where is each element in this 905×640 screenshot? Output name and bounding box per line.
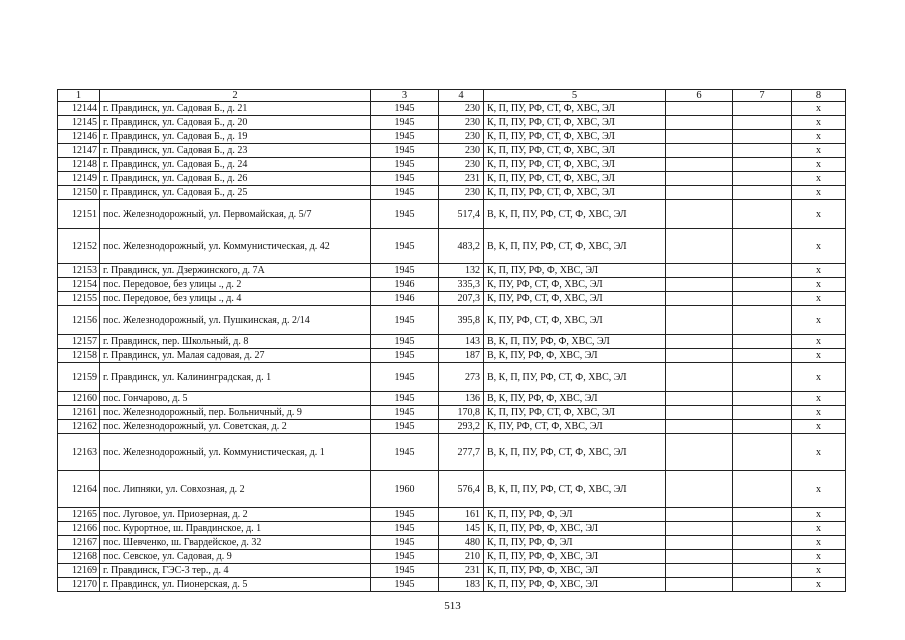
utilities-cell: В, К, ПУ, РФ, Ф, ХВС, ЭЛ — [484, 349, 666, 363]
table-row — [58, 306, 846, 335]
table-row — [58, 550, 846, 564]
column-7-cell — [733, 186, 792, 200]
row-number-cell: 12161 — [58, 406, 100, 420]
address-cell: пос. Железнодорожный, ул. Коммунистическая, д. 42 — [100, 229, 371, 264]
utilities-cell: К, П, ПУ, РФ, СТ, Ф, ХВС, ЭЛ — [484, 172, 666, 186]
year-built-cell: 1945 — [371, 264, 439, 278]
table-row — [58, 102, 846, 116]
column-6-cell — [666, 292, 733, 306]
utilities-cell: К, П, ПУ, РФ, СТ, Ф, ХВС, ЭЛ — [484, 158, 666, 172]
address-cell: пос. Железнодорожный, ул. Коммунистическая, д. 1 — [100, 434, 371, 471]
address-cell: г. Правдинск, ул. Пионерская, д. 5 — [100, 578, 371, 592]
column-7-cell — [733, 264, 792, 278]
table-row — [58, 172, 846, 186]
table-row — [58, 406, 846, 420]
address-cell: пос. Железнодорожный, ул. Советская, д. 2 — [100, 420, 371, 434]
column-6-cell — [666, 229, 733, 264]
column-8-cell: х — [792, 172, 846, 186]
year-built-cell: 1945 — [371, 158, 439, 172]
column-header-8: 8 — [792, 90, 846, 102]
column-7-cell — [733, 471, 792, 508]
table-row — [58, 158, 846, 172]
column-6-cell — [666, 172, 733, 186]
row-number-cell: 12165 — [58, 508, 100, 522]
column-7-cell — [733, 420, 792, 434]
column-6-cell — [666, 130, 733, 144]
column-6-cell — [666, 264, 733, 278]
address-cell: г. Правдинск, ул. Садовая Б., д. 20 — [100, 116, 371, 130]
column-6-cell — [666, 116, 733, 130]
utilities-cell: К, П, ПУ, РФ, Ф, ХВС, ЭЛ — [484, 550, 666, 564]
column-7-cell — [733, 349, 792, 363]
row-number-cell: 12167 — [58, 536, 100, 550]
column-6-cell — [666, 471, 733, 508]
year-built-cell: 1945 — [371, 102, 439, 116]
column-6-cell — [666, 392, 733, 406]
column-8-cell: х — [792, 471, 846, 508]
column-header-4: 4 — [439, 90, 484, 102]
column-7-cell — [733, 536, 792, 550]
address-cell: пос. Севское, ул. Садовая, д. 9 — [100, 550, 371, 564]
column-header-1: 1 — [58, 90, 100, 102]
column-6-cell — [666, 306, 733, 335]
column-7-cell — [733, 335, 792, 349]
table-row — [58, 264, 846, 278]
address-cell: пос. Железнодорожный, ул. Пушкинская, д. 2/14 — [100, 306, 371, 335]
column-8-cell: х — [792, 158, 846, 172]
header-row — [58, 90, 846, 102]
column-8-cell: х — [792, 564, 846, 578]
year-built-cell: 1945 — [371, 144, 439, 158]
area-cell: 335,3 — [439, 278, 484, 292]
column-header-7: 7 — [733, 90, 792, 102]
address-cell: г. Правдинск, ул. Садовая Б., д. 24 — [100, 158, 371, 172]
row-number-cell: 12170 — [58, 578, 100, 592]
utilities-cell: К, ПУ, РФ, СТ, Ф, ХВС, ЭЛ — [484, 278, 666, 292]
row-number-cell: 12168 — [58, 550, 100, 564]
address-cell: г. Правдинск, ул. Калининградская, д. 1 — [100, 363, 371, 392]
row-number-cell: 12155 — [58, 292, 100, 306]
column-6-cell — [666, 564, 733, 578]
row-number-cell: 12162 — [58, 420, 100, 434]
year-built-cell: 1945 — [371, 363, 439, 392]
year-built-cell: 1945 — [371, 420, 439, 434]
year-built-cell: 1945 — [371, 186, 439, 200]
column-6-cell — [666, 406, 733, 420]
column-8-cell: х — [792, 508, 846, 522]
area-cell: 210 — [439, 550, 484, 564]
table-row — [58, 536, 846, 550]
column-6-cell — [666, 550, 733, 564]
utilities-cell: В, К, П, ПУ, РФ, Ф, ХВС, ЭЛ — [484, 335, 666, 349]
table-row — [58, 564, 846, 578]
column-7-cell — [733, 200, 792, 229]
address-cell: г. Правдинск, ул. Садовая Б., д. 23 — [100, 144, 371, 158]
table-row — [58, 522, 846, 536]
year-built-cell: 1945 — [371, 522, 439, 536]
address-cell: г. Правдинск, ул. Садовая Б., д. 19 — [100, 130, 371, 144]
column-8-cell: х — [792, 578, 846, 592]
utilities-cell: К, П, ПУ, РФ, Ф, ХВС, ЭЛ — [484, 522, 666, 536]
area-cell: 230 — [439, 130, 484, 144]
row-number-cell: 12146 — [58, 130, 100, 144]
column-8-cell: х — [792, 335, 846, 349]
utilities-cell: К, П, ПУ, РФ, СТ, Ф, ХВС, ЭЛ — [484, 130, 666, 144]
column-6-cell — [666, 349, 733, 363]
year-built-cell: 1945 — [371, 229, 439, 264]
column-6-cell — [666, 335, 733, 349]
row-number-cell: 12154 — [58, 278, 100, 292]
column-8-cell: х — [792, 406, 846, 420]
utilities-cell: К, П, ПУ, РФ, Ф, ЭЛ — [484, 508, 666, 522]
column-8-cell: х — [792, 292, 846, 306]
housing-register-table — [57, 89, 846, 592]
column-8-cell: х — [792, 349, 846, 363]
year-built-cell: 1945 — [371, 406, 439, 420]
area-cell: 230 — [439, 158, 484, 172]
address-cell: г. Правдинск, ул. Садовая Б., д. 26 — [100, 172, 371, 186]
address-cell: пос. Передовое, без улицы ., д. 2 — [100, 278, 371, 292]
table-row — [58, 392, 846, 406]
row-number-cell: 12164 — [58, 471, 100, 508]
row-number-cell: 12145 — [58, 116, 100, 130]
row-number-cell: 12158 — [58, 349, 100, 363]
utilities-cell: К, П, ПУ, РФ, СТ, Ф, ХВС, ЭЛ — [484, 102, 666, 116]
year-built-cell: 1945 — [371, 335, 439, 349]
column-6-cell — [666, 102, 733, 116]
column-7-cell — [733, 363, 792, 392]
table-row — [58, 200, 846, 229]
table-row — [58, 420, 846, 434]
column-7-cell — [733, 392, 792, 406]
column-8-cell: х — [792, 420, 846, 434]
area-cell: 480 — [439, 536, 484, 550]
column-6-cell — [666, 522, 733, 536]
area-cell: 517,4 — [439, 200, 484, 229]
column-7-cell — [733, 130, 792, 144]
column-8-cell: х — [792, 392, 846, 406]
address-cell: г. Правдинск, ул. Малая садовая, д. 27 — [100, 349, 371, 363]
area-cell: 143 — [439, 335, 484, 349]
address-cell: г. Правдинск, ул. Садовая Б., д. 25 — [100, 186, 371, 200]
column-8-cell: х — [792, 278, 846, 292]
column-6-cell — [666, 144, 733, 158]
table-row — [58, 335, 846, 349]
row-number-cell: 12148 — [58, 158, 100, 172]
column-7-cell — [733, 144, 792, 158]
utilities-cell: К, ПУ, РФ, СТ, Ф, ХВС, ЭЛ — [484, 292, 666, 306]
utilities-cell: В, К, П, ПУ, РФ, СТ, Ф, ХВС, ЭЛ — [484, 229, 666, 264]
row-number-cell: 12144 — [58, 102, 100, 116]
year-built-cell: 1945 — [371, 306, 439, 335]
table-row — [58, 144, 846, 158]
column-8-cell: х — [792, 522, 846, 536]
row-number-cell: 12151 — [58, 200, 100, 229]
address-cell: пос. Курортное, ш. Правдинское, д. 1 — [100, 522, 371, 536]
table-row — [58, 186, 846, 200]
area-cell: 230 — [439, 186, 484, 200]
address-cell: г. Правдинск, пер. Школьный, д. 8 — [100, 335, 371, 349]
column-7-cell — [733, 229, 792, 264]
row-number-cell: 12159 — [58, 363, 100, 392]
year-built-cell: 1946 — [371, 292, 439, 306]
row-number-cell: 12169 — [58, 564, 100, 578]
table-row — [58, 292, 846, 306]
area-cell: 231 — [439, 564, 484, 578]
address-cell: г. Правдинск, ГЭС-3 тер., д. 4 — [100, 564, 371, 578]
utilities-cell: К, П, ПУ, РФ, СТ, Ф, ХВС, ЭЛ — [484, 144, 666, 158]
utilities-cell: В, К, П, ПУ, РФ, СТ, Ф, ХВС, ЭЛ — [484, 434, 666, 471]
column-8-cell: х — [792, 536, 846, 550]
column-6-cell — [666, 434, 733, 471]
column-8-cell: х — [792, 550, 846, 564]
year-built-cell: 1945 — [371, 536, 439, 550]
utilities-cell: К, П, ПУ, РФ, Ф, ХВС, ЭЛ — [484, 564, 666, 578]
area-cell: 170,8 — [439, 406, 484, 420]
table-row — [58, 116, 846, 130]
area-cell: 231 — [439, 172, 484, 186]
area-cell: 277,7 — [439, 434, 484, 471]
address-cell: пос. Железнодорожный, ул. Первомайская, д. 5/7 — [100, 200, 371, 229]
area-cell: 207,3 — [439, 292, 484, 306]
row-number-cell: 12150 — [58, 186, 100, 200]
area-cell: 161 — [439, 508, 484, 522]
column-8-cell: х — [792, 144, 846, 158]
column-6-cell — [666, 578, 733, 592]
utilities-cell: К, П, ПУ, РФ, СТ, Ф, ХВС, ЭЛ — [484, 116, 666, 130]
column-8-cell: х — [792, 130, 846, 144]
row-number-cell: 12160 — [58, 392, 100, 406]
area-cell: 230 — [439, 102, 484, 116]
year-built-cell: 1945 — [371, 550, 439, 564]
page-number: 513 — [444, 600, 461, 612]
year-built-cell: 1945 — [371, 508, 439, 522]
utilities-cell: К, П, ПУ, РФ, Ф, ХВС, ЭЛ — [484, 264, 666, 278]
area-cell: 483,2 — [439, 229, 484, 264]
column-header-2: 2 — [100, 90, 371, 102]
row-number-cell: 12149 — [58, 172, 100, 186]
table-row — [58, 471, 846, 508]
year-built-cell: 1945 — [371, 564, 439, 578]
year-built-cell: 1945 — [371, 349, 439, 363]
address-cell: г. Правдинск, ул. Дзержинского, д. 7А — [100, 264, 371, 278]
column-8-cell: х — [792, 186, 846, 200]
year-built-cell: 1945 — [371, 172, 439, 186]
year-built-cell: 1960 — [371, 471, 439, 508]
column-6-cell — [666, 158, 733, 172]
column-8-cell: х — [792, 102, 846, 116]
address-cell: пос. Железнодорожный, пер. Больничный, д. 9 — [100, 406, 371, 420]
column-7-cell — [733, 578, 792, 592]
column-7-cell — [733, 508, 792, 522]
utilities-cell: В, К, П, ПУ, РФ, СТ, Ф, ХВС, ЭЛ — [484, 363, 666, 392]
column-8-cell: х — [792, 434, 846, 471]
area-cell: 293,2 — [439, 420, 484, 434]
column-8-cell: х — [792, 200, 846, 229]
column-6-cell — [666, 278, 733, 292]
column-header-3: 3 — [371, 90, 439, 102]
address-cell: пос. Липняки, ул. Совхозная, д. 2 — [100, 471, 371, 508]
column-8-cell: х — [792, 363, 846, 392]
area-cell: 136 — [439, 392, 484, 406]
column-7-cell — [733, 550, 792, 564]
table-row — [58, 349, 846, 363]
table-row — [58, 363, 846, 392]
row-number-cell: 12157 — [58, 335, 100, 349]
year-built-cell: 1946 — [371, 278, 439, 292]
row-number-cell: 12147 — [58, 144, 100, 158]
column-6-cell — [666, 536, 733, 550]
utilities-cell: К, ПУ, РФ, СТ, Ф, ХВС, ЭЛ — [484, 420, 666, 434]
column-7-cell — [733, 522, 792, 536]
column-8-cell: х — [792, 116, 846, 130]
row-number-cell: 12166 — [58, 522, 100, 536]
column-6-cell — [666, 508, 733, 522]
area-cell: 183 — [439, 578, 484, 592]
column-7-cell — [733, 564, 792, 578]
address-cell: пос. Луговое, ул. Приозерная, д. 2 — [100, 508, 371, 522]
year-built-cell: 1945 — [371, 392, 439, 406]
column-7-cell — [733, 102, 792, 116]
column-7-cell — [733, 292, 792, 306]
column-7-cell — [733, 306, 792, 335]
utilities-cell: В, К, П, ПУ, РФ, СТ, Ф, ХВС, ЭЛ — [484, 471, 666, 508]
year-built-cell: 1945 — [371, 200, 439, 229]
row-number-cell: 12152 — [58, 229, 100, 264]
column-8-cell: х — [792, 229, 846, 264]
column-header-5: 5 — [484, 90, 666, 102]
utilities-cell: К, П, ПУ, РФ, СТ, Ф, ХВС, ЭЛ — [484, 186, 666, 200]
column-6-cell — [666, 186, 733, 200]
year-built-cell: 1945 — [371, 116, 439, 130]
area-cell: 273 — [439, 363, 484, 392]
utilities-cell: В, К, ПУ, РФ, Ф, ХВС, ЭЛ — [484, 392, 666, 406]
row-number-cell: 12153 — [58, 264, 100, 278]
table-row — [58, 434, 846, 471]
column-6-cell — [666, 363, 733, 392]
area-cell: 145 — [439, 522, 484, 536]
utilities-cell: К, ПУ, РФ, СТ, Ф, ХВС, ЭЛ — [484, 306, 666, 335]
area-cell: 230 — [439, 144, 484, 158]
utilities-cell: К, П, ПУ, РФ, СТ, Ф, ХВС, ЭЛ — [484, 406, 666, 420]
column-8-cell: х — [792, 306, 846, 335]
table-row — [58, 508, 846, 522]
area-cell: 187 — [439, 349, 484, 363]
year-built-cell: 1945 — [371, 434, 439, 471]
column-6-cell — [666, 200, 733, 229]
column-7-cell — [733, 172, 792, 186]
table-row — [58, 130, 846, 144]
year-built-cell: 1945 — [371, 130, 439, 144]
column-7-cell — [733, 406, 792, 420]
utilities-cell: К, П, ПУ, РФ, Ф, ЭЛ — [484, 536, 666, 550]
address-cell: г. Правдинск, ул. Садовая Б., д. 21 — [100, 102, 371, 116]
column-7-cell — [733, 116, 792, 130]
area-cell: 395,8 — [439, 306, 484, 335]
utilities-cell: К, П, ПУ, РФ, Ф, ХВС, ЭЛ — [484, 578, 666, 592]
year-built-cell: 1945 — [371, 578, 439, 592]
table-row — [58, 278, 846, 292]
column-6-cell — [666, 420, 733, 434]
column-7-cell — [733, 158, 792, 172]
column-8-cell: х — [792, 264, 846, 278]
table-row — [58, 578, 846, 592]
area-cell: 576,4 — [439, 471, 484, 508]
column-7-cell — [733, 434, 792, 471]
area-cell: 132 — [439, 264, 484, 278]
address-cell: пос. Гончарово, д. 5 — [100, 392, 371, 406]
row-number-cell: 12163 — [58, 434, 100, 471]
column-header-6: 6 — [666, 90, 733, 102]
area-cell: 230 — [439, 116, 484, 130]
row-number-cell: 12156 — [58, 306, 100, 335]
utilities-cell: В, К, П, ПУ, РФ, СТ, Ф, ХВС, ЭЛ — [484, 200, 666, 229]
column-7-cell — [733, 278, 792, 292]
address-cell: пос. Шевченко, ш. Гвардейское, д. 32 — [100, 536, 371, 550]
table-row — [58, 229, 846, 264]
address-cell: пос. Передовое, без улицы ., д. 4 — [100, 292, 371, 306]
